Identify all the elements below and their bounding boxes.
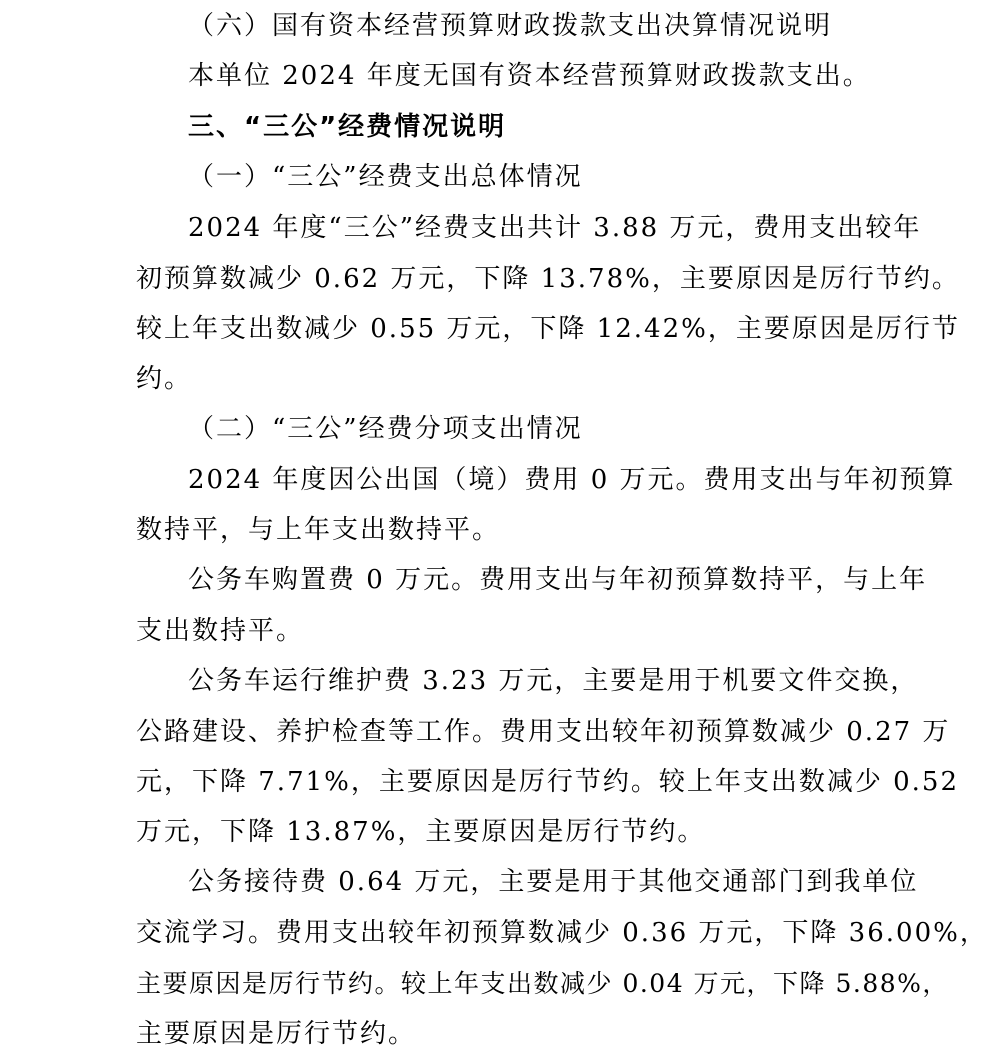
- paragraph-reception-line-4: 主要原因是厉行节约。: [136, 1019, 417, 1049]
- paragraph-vehicle-purchase-line-1: 公务车购置费 0 万元。费用支出与年初预算数持平，与上年: [188, 565, 928, 595]
- paragraph-overseas-line-2: 数持平，与上年支出数持平。: [136, 515, 501, 545]
- section-heading-6: （六）国有资本经营预算财政拨款支出决算情况说明: [188, 11, 833, 41]
- subsection-heading-1: （一）“三公”经费支出总体情况: [188, 162, 583, 192]
- subsection-heading-2: （二）“三公”经费分项支出情况: [188, 414, 583, 444]
- paragraph-overseas-line-1: 2024 年度因公出国（境）费用 0 万元。费用支出与年初预算: [188, 465, 956, 495]
- paragraph-vehicle-purchase-line-2: 支出数持平。: [136, 616, 305, 646]
- paragraph-overall-line-4: 约。: [136, 364, 193, 394]
- paragraph-overall-line-3: 较上年支出数减少 0.55 万元，下降 12.42%，主要原因是厉行节: [136, 314, 960, 344]
- paragraph-reception-line-2: 交流学习。费用支出较年初预算数减少 0.36 万元，下降 36.00%，: [136, 918, 988, 948]
- paragraph-reception-line-1: 公务接待费 0.64 万元，主要是用于其他交通部门到我单位: [188, 867, 919, 897]
- paragraph-vehicle-operation-line-4: 万元，下降 13.87%，主要原因是厉行节约。: [136, 817, 706, 847]
- paragraph-overall-line-1: 2024 年度“三公”经费支出共计 3.88 万元，费用支出较年: [188, 213, 922, 243]
- paragraph-vehicle-operation-line-1: 公务车运行维护费 3.23 万元，主要是用于机要文件交换，: [188, 666, 919, 696]
- paragraph-vehicle-operation-line-3: 元，下降 7.71%，主要原因是厉行节约。较上年支出数减少 0.52: [136, 767, 960, 797]
- paragraph-vehicle-operation-line-2: 公路建设、养护检查等工作。费用支出较年初预算数减少 0.27 万: [136, 717, 951, 747]
- section-heading-3: 三、“三公”经费情况说明: [188, 112, 507, 142]
- paragraph-overall-line-2: 初预算数减少 0.62 万元，下降 13.78%，主要原因是厉行节约。: [136, 264, 960, 294]
- paragraph-state-capital: 本单位 2024 年度无国有资本经营预算财政拨款支出。: [188, 61, 871, 91]
- paragraph-reception-line-3: 主要原因是厉行节约。较上年支出数减少 0.04 万元，下降 5.88%，: [136, 969, 949, 998]
